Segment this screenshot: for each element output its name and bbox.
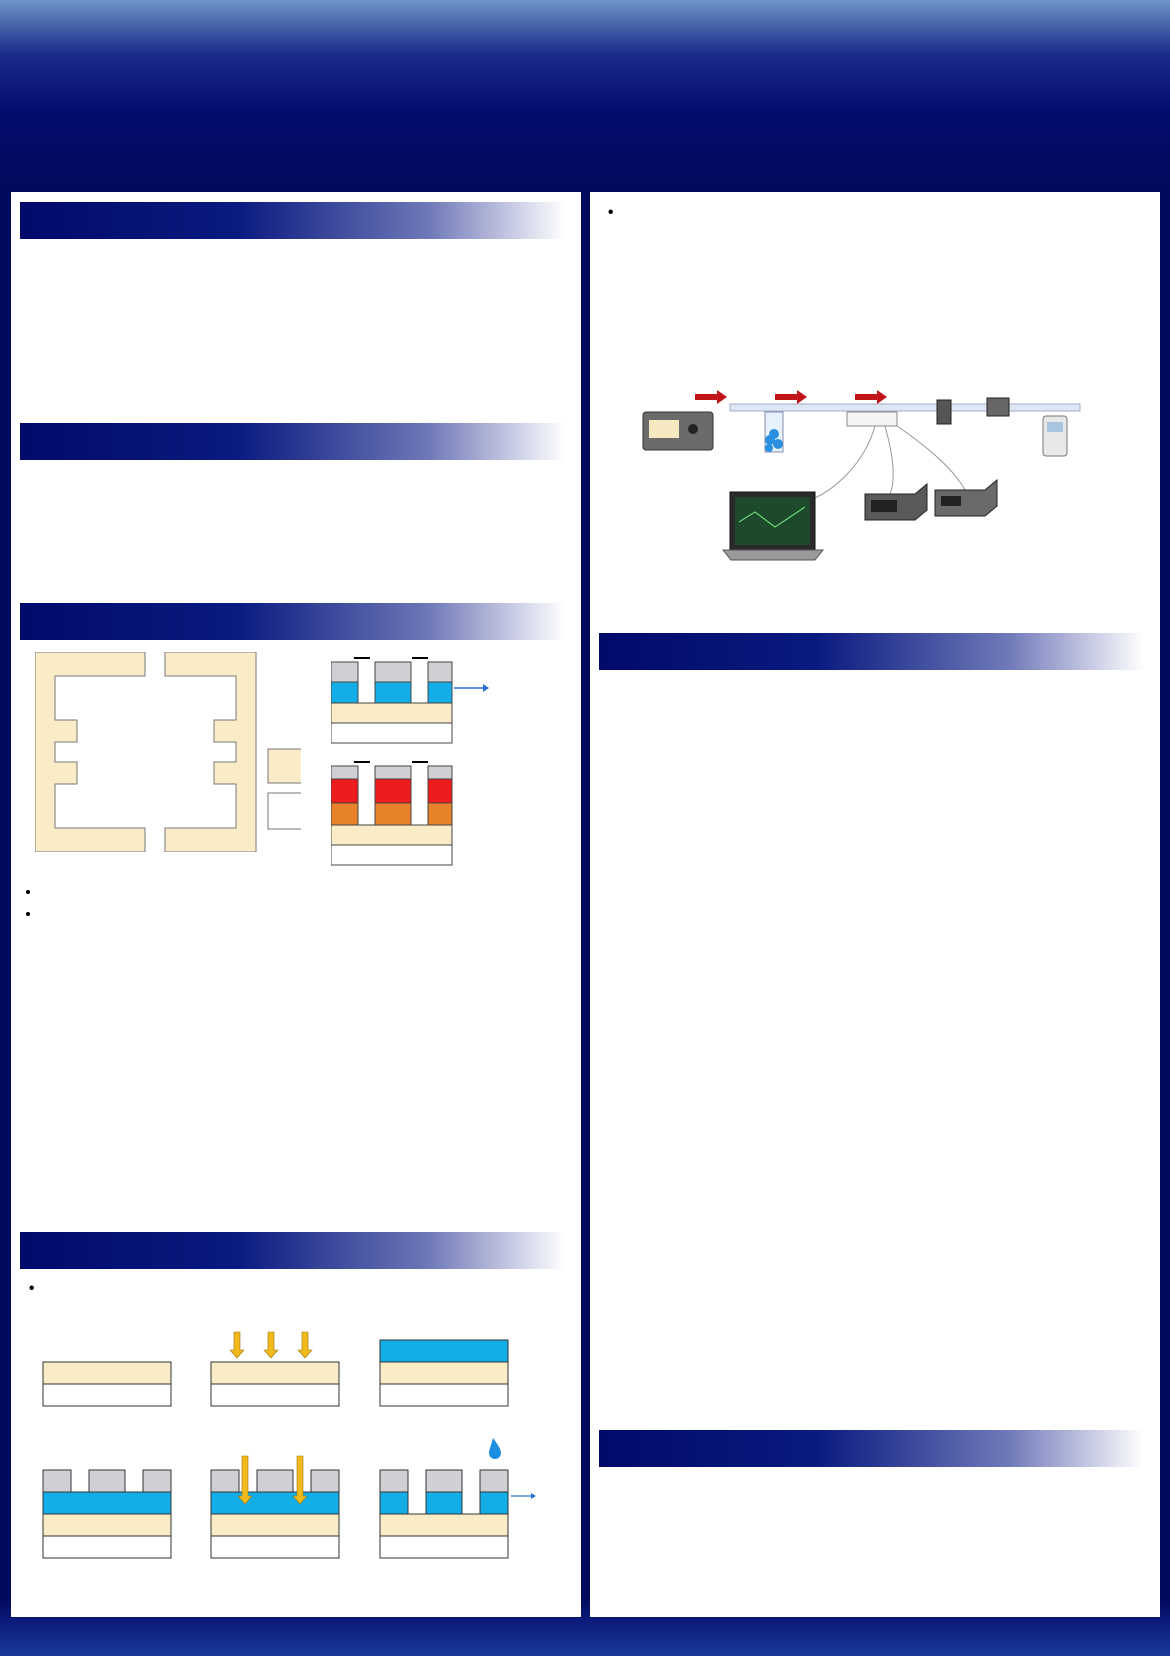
plasma-arrow [238,1456,252,1504]
measurement-setup-figure [635,382,1105,582]
computer-laptop [723,492,823,560]
sensing-layer-arrowhead [531,1493,536,1499]
plasma-arrow [298,1332,312,1358]
flow-meter [937,400,951,424]
cross-section-figure [331,644,561,874]
glass-layer [331,845,452,865]
process-step-5 [211,1456,339,1558]
device-structure-heading [20,603,565,640]
al-block [428,766,452,779]
left-panel [11,192,581,1617]
flow-arrow-icon [855,390,887,404]
flow-arrow-icon [775,390,807,404]
ito-layer [331,703,452,723]
p3ht-block [331,779,358,803]
process-step-2 [211,1332,339,1406]
al-block [428,662,452,682]
device-process-bullet: • [29,1280,43,1297]
pump [987,398,1009,416]
experiment-setup-heading [20,1232,565,1269]
device-structure-bullets [11,882,569,926]
ito-electrode-right [165,652,256,852]
al-block [375,662,411,682]
p3ht-block [375,779,411,803]
legend-glass-swatch [268,793,301,829]
bullet-left-image [41,882,569,902]
plasma-arrow [264,1332,278,1358]
process-step-6 [380,1438,536,1558]
sensing-chamber [847,412,897,426]
results-charts-bottom [630,1112,1060,1412]
p3ht-block [428,779,452,803]
device-process-figure [31,1320,581,1590]
results-charts-top [630,752,1060,1052]
water-drop-icon [489,1438,501,1459]
plasma-arrow [230,1332,244,1358]
ito-layer [331,825,452,845]
conclusions-heading [599,1430,1144,1467]
plasma-arrow [293,1456,307,1504]
bullet-right-image [41,904,569,924]
peg-block [375,682,411,703]
peg-block [428,682,452,703]
pvp-block [375,803,411,825]
objective-heading [20,423,565,460]
electrode-pattern-figure [35,652,301,852]
sensing-layer-arrowhead [483,684,489,692]
al-block [375,766,411,779]
iv-tracer-device [935,480,997,516]
process-step-1 [43,1362,171,1406]
peg-block [331,682,358,703]
tested-air-device [643,412,713,450]
glass-layer [331,723,452,743]
device-measurement-bullet: • [608,204,627,221]
pvp-block [331,803,358,825]
ito-electrode-left [35,652,145,852]
gas-pipe [730,404,1080,411]
u2722a-device [865,484,927,520]
legend-ito-swatch [268,749,301,783]
process-step-3 [380,1340,508,1406]
flow-arrow-icon [695,390,727,404]
pvp-block [428,803,452,825]
motivation-heading [20,202,565,239]
right-panel [590,192,1160,1617]
al-block [331,766,358,779]
process-step-4 [43,1470,171,1558]
al-block [331,662,358,682]
dehumidifier-flask [765,412,783,452]
process-steps-list [608,201,626,227]
experiment-results-heading [599,633,1144,670]
